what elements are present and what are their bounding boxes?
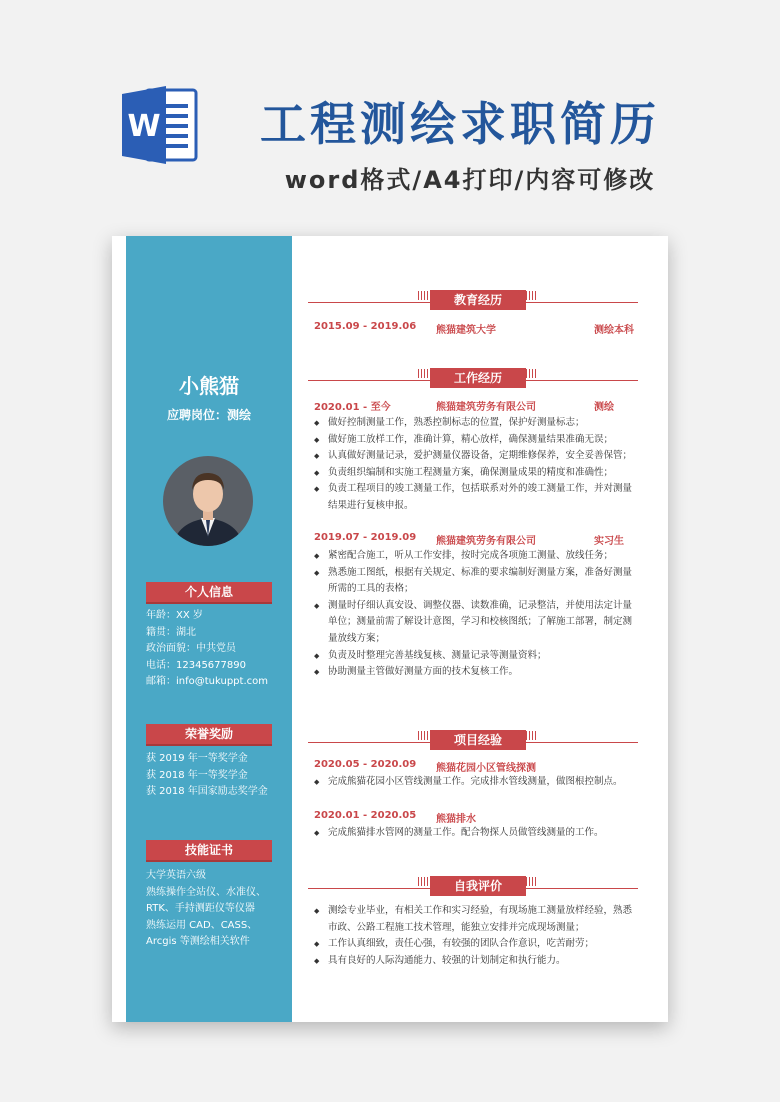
personal-info-heading: 个人信息 bbox=[146, 582, 272, 602]
info-phone: 电话：12345677890 bbox=[146, 659, 246, 671]
honor-item: 获 2019 年一等奖学金 bbox=[146, 753, 248, 764]
list-item: ◆ 测量时仔细认真安设、调整仪器、读数准确，记录整洁，并使用法定计量单位；测量前需了解设计意图，学习和校核图纸；了解施工部署，制定测量放线方案； bbox=[314, 598, 640, 648]
project-period: 2020.05 - 2020.09 bbox=[314, 759, 417, 770]
education-school: 熊猫建筑大学 bbox=[436, 325, 496, 336]
work-company: 熊猫建筑劳务有限公司 bbox=[436, 402, 536, 413]
project-heading bbox=[308, 728, 638, 750]
info-politics: 政治面貌：中共党员 bbox=[146, 643, 236, 654]
skill-item: 熟练运用 CAD、CASS、 bbox=[146, 919, 258, 931]
work-bullets bbox=[314, 548, 640, 681]
info-hometown: 籍贯：湖北 bbox=[146, 626, 196, 638]
ruler-icon bbox=[418, 291, 430, 300]
list-item: ◆ 工作认真细致，责任心强，有较强的团队合作意识，吃苦耐劳； bbox=[314, 936, 640, 953]
skill-item: 熟练操作全站仪、水准仪、 bbox=[146, 886, 266, 898]
work-bullets bbox=[314, 415, 640, 515]
profile-job: 应聘岗位：测绘 bbox=[166, 408, 251, 422]
education-tag: 教育经历 bbox=[430, 290, 526, 310]
skill-item: Arcgis 等测绘相关软件 bbox=[146, 936, 250, 947]
project-tag: 项目经验 bbox=[430, 730, 526, 750]
ruler-icon bbox=[418, 369, 430, 378]
education-heading bbox=[308, 288, 638, 310]
page-subtitle: word格式/A4打印/内容可修改 bbox=[284, 166, 656, 194]
self-eval-tag: 自我评价 bbox=[430, 876, 526, 896]
sidebar bbox=[126, 236, 292, 1022]
honors-list bbox=[146, 751, 286, 801]
self-eval-bullets bbox=[314, 903, 640, 969]
work-role: 实习生 bbox=[594, 536, 624, 547]
page-title: 工程测绘求职简历 bbox=[260, 97, 660, 151]
skills-list bbox=[146, 868, 286, 951]
work-tag: 工作经历 bbox=[430, 368, 526, 388]
education-entry bbox=[314, 321, 644, 335]
project-bullets bbox=[314, 774, 640, 791]
ruler-icon bbox=[526, 369, 538, 378]
list-item: ◆ 紧密配合施工，听从工作安排，按时完成各项施工测量、放线任务； bbox=[314, 548, 640, 565]
resume-page bbox=[112, 236, 668, 1022]
svg-text:W: W bbox=[127, 109, 161, 144]
personal-info-list bbox=[146, 608, 286, 691]
work-period: 2020.01 - 至今 bbox=[314, 402, 391, 413]
project-entry-head bbox=[314, 759, 644, 773]
list-item: ◆ 完成熊猫排水管网的测量工作。配合物探人员做管线测量的工作。 bbox=[314, 825, 640, 842]
work-role: 测绘 bbox=[594, 402, 614, 413]
education-period: 2015.09 - 2019.06 bbox=[314, 321, 417, 332]
list-item: ◆ 具有良好的人际沟通能力、较强的计划制定和执行能力。 bbox=[314, 953, 640, 970]
list-item: ◆ 负责工程项目的竣工测量工作，包括联系对外的竣工测量工作，并对测量结果进行复核申报。 bbox=[314, 481, 640, 514]
honors-heading: 荣誉奖励 bbox=[146, 724, 272, 744]
ruler-icon bbox=[418, 731, 430, 740]
work-period: 2019.07 - 2019.09 bbox=[314, 532, 417, 543]
avatar bbox=[163, 456, 253, 546]
project-bullets bbox=[314, 825, 640, 842]
profile-name: 小熊猫 bbox=[179, 374, 239, 398]
list-item: ◆ 测绘专业毕业，有相关工作和实习经验，有现场施工测量放样经验，熟悉市政、公路工程施工技术管理，能独立安排并完成现场测量； bbox=[314, 903, 640, 936]
work-entry-head bbox=[314, 532, 644, 546]
info-age: 年龄：XX 岁 bbox=[146, 610, 203, 621]
education-major: 测绘本科 bbox=[594, 325, 634, 336]
list-item: ◆ 负责组织编制和实施工程测量方案，确保测量成果的精度和准确性； bbox=[314, 465, 640, 482]
list-item: ◆ 做好施工放样工作，准确计算，精心放样，确保测量结果准确无误； bbox=[314, 432, 640, 449]
work-company: 熊猫建筑劳务有限公司 bbox=[436, 536, 536, 547]
skill-item: 大学英语六级 bbox=[146, 870, 206, 881]
honor-item: 获 2018 年一等奖学金 bbox=[146, 769, 248, 781]
skills-heading: 技能证书 bbox=[146, 840, 272, 860]
project-entry-head bbox=[314, 810, 644, 824]
ruler-icon bbox=[526, 731, 538, 740]
list-item: ◆ 做好控制测量工作，熟悉控制标志的位置，保护好测量标志； bbox=[314, 415, 640, 432]
honor-item: 获 2018 年国家励志奖学金 bbox=[146, 786, 268, 797]
ruler-icon bbox=[526, 291, 538, 300]
ruler-icon bbox=[418, 877, 430, 886]
list-item: ◆ 协助测量主管做好测量方面的技术复核工作。 bbox=[314, 664, 640, 681]
work-entry-head bbox=[314, 398, 644, 412]
word-logo-icon bbox=[120, 82, 200, 168]
list-item: ◆ 熟悉施工图纸，根据有关规定、标准的要求编制好测量方案，准备好测量所需的工具的表格； bbox=[314, 565, 640, 598]
self-eval-heading bbox=[308, 874, 638, 896]
work-heading bbox=[308, 366, 638, 388]
list-item: ◆ 完成熊猫花园小区管线测量工作。完成排水管线测量，做图根控制点。 bbox=[314, 774, 640, 791]
project-name: 熊猫花园小区管线探测 bbox=[436, 763, 536, 774]
main-content bbox=[308, 236, 648, 1022]
project-period: 2020.01 - 2020.05 bbox=[314, 810, 417, 821]
info-email: 邮箱：info@tukuppt.com bbox=[146, 676, 268, 687]
skill-item: RTK、手持测距仪等仪器 bbox=[146, 903, 255, 914]
list-item: ◆ 负责及时整理完善基线复核、测量记录等测量资料； bbox=[314, 648, 640, 665]
ruler-icon bbox=[526, 877, 538, 886]
list-item: ◆ 认真做好测量记录，爱护测量仪器设备，定期维修保养，安全妥善保管； bbox=[314, 448, 640, 465]
project-name: 熊猫排水 bbox=[436, 814, 476, 825]
